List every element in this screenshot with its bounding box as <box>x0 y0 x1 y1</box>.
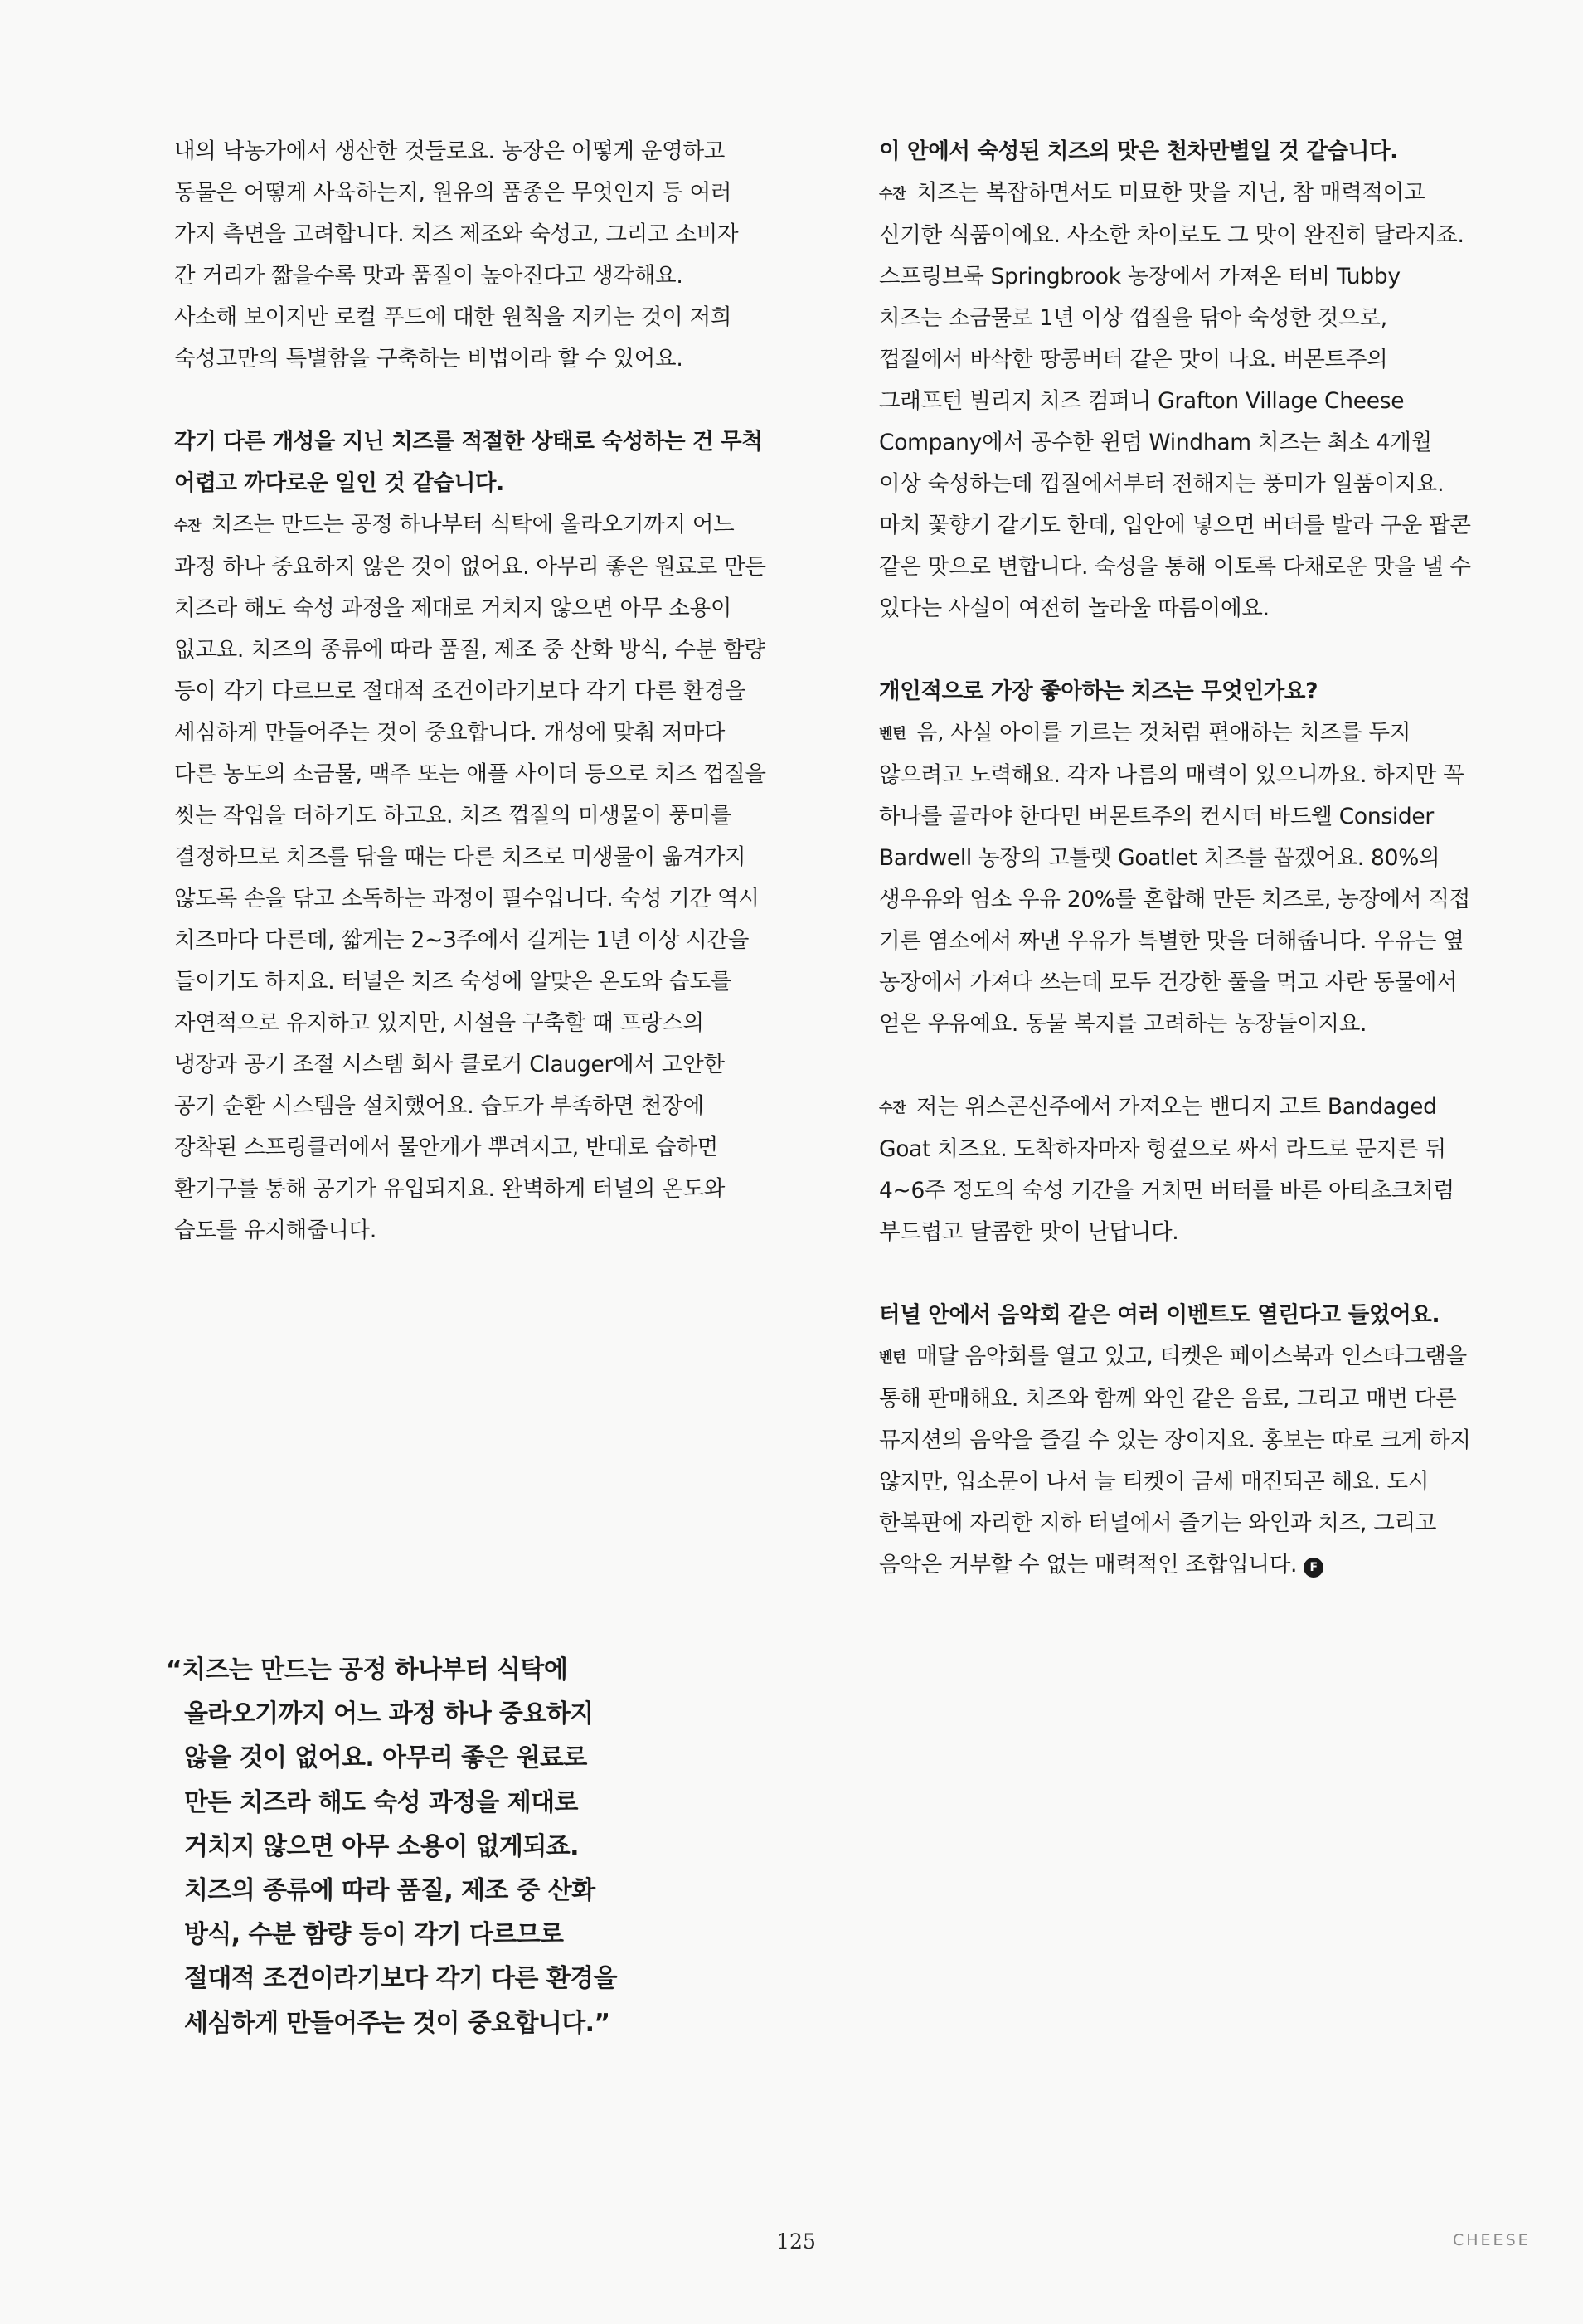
intro-line: 동물은 어떻게 사육하는지, 원유의 품종은 무엇인지 등 여러 <box>174 180 732 206</box>
answer-line: 농장에서 가져다 쓰는데 모두 건강한 풀을 먹고 자란 동물에서 <box>879 970 1458 995</box>
question-heading: 각기 다른 개성을 지닌 치즈를 적절한 상태로 숙성하는 건 무척 <box>174 429 763 455</box>
answer-line: 뮤지션의 음악을 즐길 수 있는 장이지요. 홍보는 따로 크게 하지 <box>879 1427 1471 1453</box>
answer-text: 저는 위스콘신주에서 가져오는 밴디지 고트 Bandaged <box>915 1094 1437 1120</box>
article-end-icon: F <box>1304 1558 1323 1578</box>
answer-text: 음악은 거부할 수 없는 매력적인 조합입니다. <box>879 1552 1298 1578</box>
answer-line: 등이 각기 다르므로 절대적 조건이라기보다 각기 다른 환경을 <box>174 678 746 704</box>
answer-line: 껍질에서 바삭한 땅콩버터 같은 맛이 나요. 버몬트주의 <box>879 347 1388 372</box>
answer-line: 환기구를 통해 공기가 유입되지요. 완벽하게 터널의 온도와 <box>174 1176 726 1202</box>
paragraph-spacer <box>174 380 829 421</box>
answer-line: 자연적으로 유지하고 있지만, 시설을 구축할 때 프랑스의 <box>174 1010 704 1036</box>
section-label: CHEESE <box>1453 2231 1531 2249</box>
answer-line: 다른 농도의 소금물, 맥주 또는 애플 사이더 등으로 치즈 껍질을 <box>174 761 766 787</box>
pull-quote <box>166 1648 697 2045</box>
question-heading: 개인적으로 가장 좋아하는 치즈는 무엇인가요? <box>879 678 1318 704</box>
speaker-label: 벤턴 <box>879 1349 906 1366</box>
answer-line: 치즈라 해도 숙성 과정을 제대로 거치지 않으면 아무 소용이 <box>174 596 732 621</box>
answer-line: Goat 치즈요. 도착하자마자 헝겊으로 싸서 라드로 문지른 뒤 <box>879 1136 1446 1162</box>
answer-line: 부드럽고 달콤한 맛이 난답니다. <box>879 1219 1179 1245</box>
answer-line: 장착된 스프링클러에서 물안개가 뿌려지고, 반대로 습하면 <box>174 1135 718 1160</box>
answer-line: 4~6주 정도의 숙성 기간을 거치면 버터를 바른 아티초크처럼 <box>879 1178 1454 1203</box>
answer-line: 있다는 사실이 여전히 놀라울 따름이에요. <box>879 596 1270 621</box>
answer-line: 없고요. 치즈의 종류에 따라 품질, 제조 중 산화 방식, 수분 함량 <box>174 637 765 663</box>
answer-line: 않도록 손을 닦고 소독하는 과정이 필수입니다. 숙성 기간 역시 <box>174 886 760 912</box>
intro-line: 숙성고만의 특별함을 구축하는 비법이라 할 수 있어요. <box>174 346 683 372</box>
pull-quote-line: 절대적 조건이라기보다 각기 다른 환경을 <box>184 1964 617 1994</box>
answer-line: 세심하게 만들어주는 것이 중요합니다. 개성에 맞춰 저마다 <box>174 720 726 746</box>
paragraph-spacer <box>879 1045 1534 1087</box>
answer-first-line <box>879 173 1534 215</box>
pull-quote-line: 올라오기까지 어느 과정 하나 중요하지 <box>184 1699 594 1729</box>
answer-first-line <box>879 1087 1534 1129</box>
answer-line: Bardwell 농장의 고틀렛 Goatlet 치즈를 꼽겠어요. 80%의 <box>879 845 1440 871</box>
answer-line: 않으려고 노력해요. 각자 나름의 매력이 있으니까요. 하지만 꼭 <box>879 762 1464 788</box>
pull-quote-line: 거치지 않으면 아무 소용이 없게되죠. <box>184 1831 579 1861</box>
answer-line: 생우유와 염소 우유 20%를 혼합해 만든 치즈로, 농장에서 직접 <box>879 887 1470 912</box>
answer-line: 결정하므로 치즈를 닦을 때는 다른 치즈로 미생물이 옮겨가지 <box>174 844 746 870</box>
speaker-label: 수잔 <box>174 518 202 534</box>
intro-line: 내의 낙농가에서 생산한 것들로요. 농장은 어떻게 운영하고 <box>174 139 726 164</box>
answer-line: 하나를 골라야 한다면 버몬트주의 컨시더 바드웰 Consider <box>879 804 1435 829</box>
page-number: 125 <box>776 2229 816 2254</box>
answer-line: 치즈마다 다른데, 짧게는 2~3주에서 길게는 1년 이상 시간을 <box>174 927 750 953</box>
answer-first-line <box>879 712 1534 755</box>
pull-quote-line: 세심하게 만들어주는 것이 중요합니다.” <box>184 2008 610 2038</box>
question-heading: 터널 안에서 음악회 같은 여러 이벤트도 열린다고 들었어요. <box>879 1302 1440 1328</box>
pull-quote-line: “치즈는 만드는 공정 하나부터 식탁에 <box>166 1655 568 1685</box>
answer-text: 매달 음악회를 열고 있고, 티켓은 페이스북과 인스타그램을 <box>915 1344 1467 1369</box>
left-column <box>174 131 829 1252</box>
answer-line: 신기한 식품이에요. 사소한 차이로도 그 맛이 완전히 달라지죠. <box>879 222 1464 248</box>
question-heading: 어렵고 까다로운 일인 것 같습니다. <box>174 470 504 496</box>
answer-line: 씻는 작업을 더하기도 하고요. 치즈 껍질의 미생물이 풍미를 <box>174 803 732 829</box>
intro-line: 사소해 보이지만 로컬 푸드에 대한 원칙을 지키는 것이 저희 <box>174 304 732 330</box>
answer-line: Company에서 공수한 윈덤 Windham 치즈는 최소 4개월 <box>879 430 1432 455</box>
paragraph-spacer <box>879 1253 1534 1295</box>
answer-line: 기른 염소에서 짜낸 우유가 특별한 맛을 더해줍니다. 우유는 옆 <box>879 928 1464 954</box>
question-heading: 이 안에서 숙성된 치즈의 맛은 천차만별일 것 같습니다. <box>879 139 1398 164</box>
speaker-label: 수잔 <box>879 1100 906 1116</box>
pull-quote-line: 방식, 수분 함량 등이 각기 다르므로 <box>184 1920 564 1950</box>
answer-line: 마치 꽃향기 같기도 한데, 입안에 넣으면 버터를 발라 구운 팝콘 <box>879 513 1471 538</box>
answer-line: 들이기도 하지요. 터널은 치즈 숙성에 알맞은 온도와 습도를 <box>174 969 732 994</box>
answer-text: 치즈는 복잡하면서도 미묘한 맛을 지닌, 참 매력적이고 <box>915 180 1425 206</box>
speaker-label: 수잔 <box>879 186 906 202</box>
answer-line: 이상 숙성하는데 껍질에서부터 전해지는 풍미가 일품이지요. <box>879 471 1445 497</box>
right-column <box>879 131 1534 1586</box>
answer-first-line <box>879 1336 1534 1378</box>
intro-line: 가지 측면을 고려합니다. 치즈 제조와 숙성고, 그리고 소비자 <box>174 221 739 247</box>
answer-line: 얻은 우유예요. 동물 복지를 고려하는 농장들이지요. <box>879 1011 1367 1037</box>
pull-quote-line: 만든 치즈라 해도 숙성 과정을 제대로 <box>184 1787 578 1817</box>
answer-line: 습도를 유지해줍니다. <box>174 1218 376 1243</box>
intro-line: 간 거리가 짧을수록 맛과 품질이 높아진다고 생각해요. <box>174 263 683 289</box>
answer-line: 통해 판매해요. 치즈와 함께 와인 같은 음료, 그리고 매번 다른 <box>879 1386 1457 1412</box>
answer-line: 그래프턴 빌리지 치즈 컴퍼니 Grafton Village Cheese <box>879 388 1405 414</box>
answer-line: 한복판에 자리한 지하 터널에서 즐기는 와인과 치즈, 그리고 <box>879 1510 1437 1536</box>
answer-line: 같은 맛으로 변합니다. 숙성을 통해 이토록 다채로운 맛을 낼 수 <box>879 554 1471 580</box>
answer-first-line <box>174 504 829 547</box>
answer-last-line <box>879 1544 1534 1586</box>
speaker-label: 벤턴 <box>879 726 906 742</box>
paragraph-spacer <box>879 630 1534 671</box>
answer-line: 냉장과 공기 조절 시스템 회사 클로거 Clauger에서 고안한 <box>174 1052 725 1077</box>
answer-line: 공기 순환 시스템을 설치했어요. 습도가 부족하면 천장에 <box>174 1093 704 1119</box>
answer-line: 스프링브룩 Springbrook 농장에서 가져온 터비 Tubby <box>879 264 1401 289</box>
answer-line: 않지만, 입소문이 나서 늘 티켓이 금세 매진되곤 해요. 도시 <box>879 1469 1430 1495</box>
pull-quote-line: 치즈의 종류에 따라 품질, 제조 중 산화 <box>184 1876 595 1906</box>
answer-line: 치즈는 소금물로 1년 이상 껍질을 닦아 숙성한 것으로, <box>879 305 1387 331</box>
answer-text: 치즈는 만드는 공정 하나부터 식탁에 올라오기까지 어느 <box>211 512 735 537</box>
answer-text: 음, 사실 아이를 기르는 것처럼 편애하는 치즈를 두지 <box>915 720 1411 746</box>
pull-quote-line: 않을 것이 없어요. 아무리 좋은 원료로 <box>184 1743 587 1773</box>
answer-line: 과정 하나 중요하지 않은 것이 없어요. 아무리 좋은 원료로 만든 <box>174 554 766 580</box>
